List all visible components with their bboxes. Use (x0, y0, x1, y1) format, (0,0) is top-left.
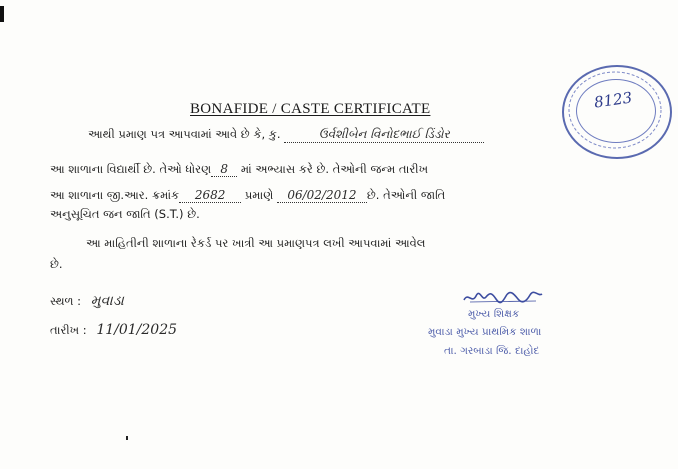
standard-value: 8 (211, 162, 237, 177)
body-line-4 (50, 207, 200, 222)
date-row (50, 322, 177, 338)
corner-mark (0, 6, 4, 22)
date-value: 11/01/2025 (96, 322, 178, 338)
line4-text: અનુસૂચિત જન જાતિ (S.T.) છે. (50, 207, 200, 221)
line3-c: છે. તેઓની જાતિ (366, 188, 446, 202)
line2-b: માં અભ્યાસ કરે છે. તેઓની જન્મ તારીખ (240, 162, 429, 176)
seal-number: 8123 (592, 88, 634, 112)
date-label: તારીખ : (50, 323, 87, 337)
body-line-2 (50, 162, 428, 177)
body-line-3 (50, 188, 445, 203)
line3-b: પ્રમાણે (244, 188, 274, 202)
body-line-5 (86, 236, 425, 251)
certificate-title: BONAFIDE / CASTE CERTIFICATE (190, 101, 431, 117)
page-mark (126, 436, 128, 440)
line3-a: આ શાળાના જી.આર. ક્રમાંક (50, 188, 180, 202)
seal-inner-ring (576, 79, 656, 143)
school-name: મુવાડા મુખ્ય પ્રાથમિક શાળા (428, 326, 542, 338)
birth-date: 06/02/2012 (277, 188, 367, 203)
gr-number: 2682 (179, 188, 241, 203)
place-row (50, 293, 124, 309)
signature-image (462, 290, 544, 306)
line5-text: આ માહિતીની શાળાના રેકર્ડ પર ખાત્રી આ પ્રમાણપત્ર લખી આપવામાં આવેલ (86, 236, 426, 250)
school-address: તા. ગરબાડા જિ. દાહોદ (444, 345, 540, 357)
line1-prefix: આથી પ્રમાણ પત્ર આપવામાં આવે છે કે, કુ. (88, 127, 281, 141)
place-label: સ્થળ : (50, 294, 82, 308)
body-line-1 (88, 127, 484, 143)
school-seal (562, 65, 672, 159)
body-line-6 (50, 257, 63, 272)
signatory-title: મુખ્ય શિક્ષક (468, 308, 520, 320)
place-value: મુવાડા (90, 293, 124, 309)
student-name: ઉર્વશીબેન વિનોદભાઈ ડિંડોર (284, 127, 484, 143)
line2-a: આ શાળાના વિદ્યાર્થી છે. તેઓ ધોરણ (50, 162, 212, 176)
line6-text: છે. (50, 257, 63, 271)
